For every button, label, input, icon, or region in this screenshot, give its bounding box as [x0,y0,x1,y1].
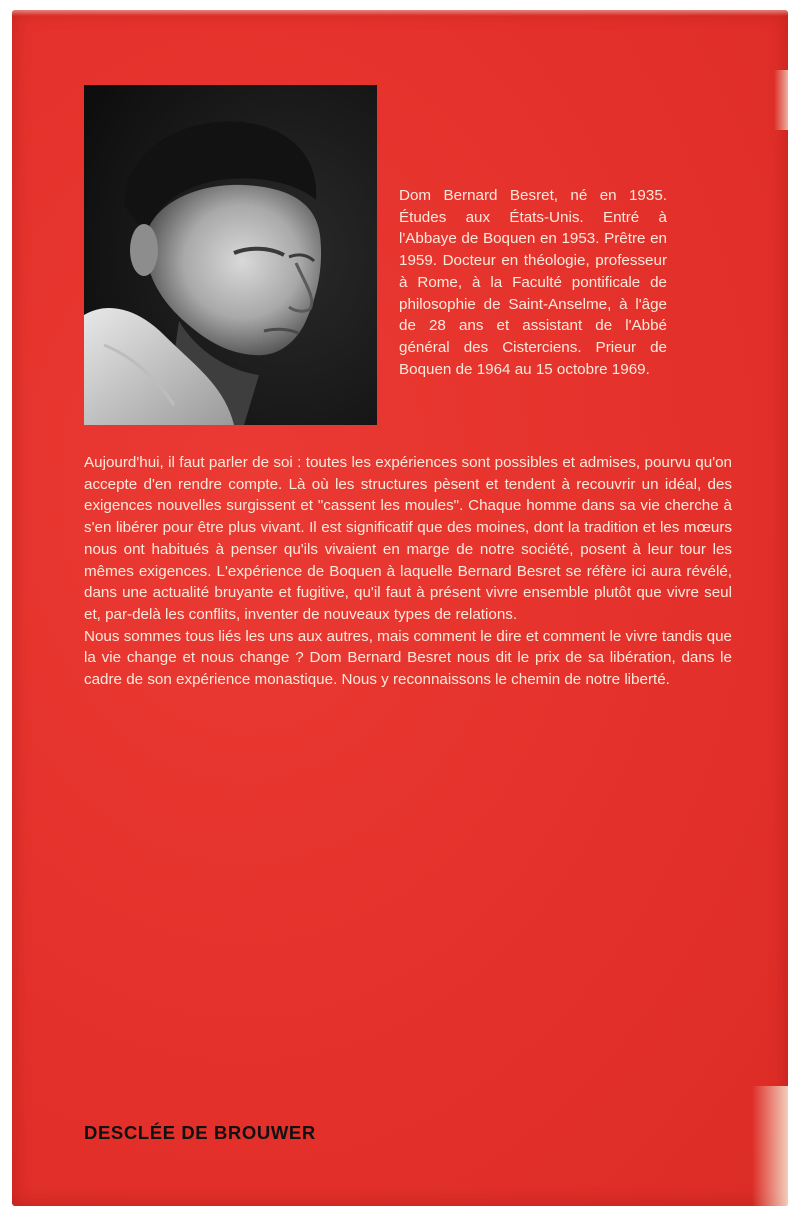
cover-wear-corner [752,1086,788,1206]
book-blurb [84,452,732,691]
book-back-cover [12,10,788,1206]
blurb-paragraph: Nous sommes tous liés les uns aux autres, mais comment le dire et comment le vivre tandis que la vie change et nous change ? Dom Bernard Besret nous dit le prix de sa libération, dans le cadre de son expérience monastique. Nous y reconnaissons le chemin de notre liberté. [84,627,732,689]
cover-wear-top [12,10,788,16]
author-bio: Dom Bernard Besret, né en 1935. Études aux États-Unis. Entré à l'Abbaye de Boquen en 1953. Prêtre en 1959. Docteur en théologie, professeur à Rome, à la Faculté pontificale de philosophie de Saint-Anselme, à l'âge de 28 ans et assistant de l'Abbé général des Cisterciens. Prieur de Boquen de 1964 au 15 octobre 1969. [399,187,667,378]
publisher-name: DESCLÉE DE BROUWER [84,1122,316,1143]
author-photo [84,85,377,425]
blurb-paragraph: Aujourd'hui, il faut parler de soi : toutes les expériences sont possibles et admises, pourvu qu'on accepte d'en rendre compte. Là où les structures pèsent et tendent à recouvrir un idéal, des exigences nouvelles surgissent et "cassent les moules". Chaque homme dans sa vie cherche à s'en libérer pour être plus vivant. Il est significatif que des moines, dont la tradition et les mœurs nous ont habitués à penser qu'ils vivaient en marge de notre société, posent à leur tour les mêmes exigences. L'expérience de Boquen à laquelle Bernard Besret se réfère ici aura révélé, dans une actualité bruyante et fugitive, qu'il faut à présent vivre ensemble plutôt que vivre seul et, par-delà les conflits, inventer de nouveaux types de relations. [84,454,732,623]
cover-wear-edge [774,70,788,130]
